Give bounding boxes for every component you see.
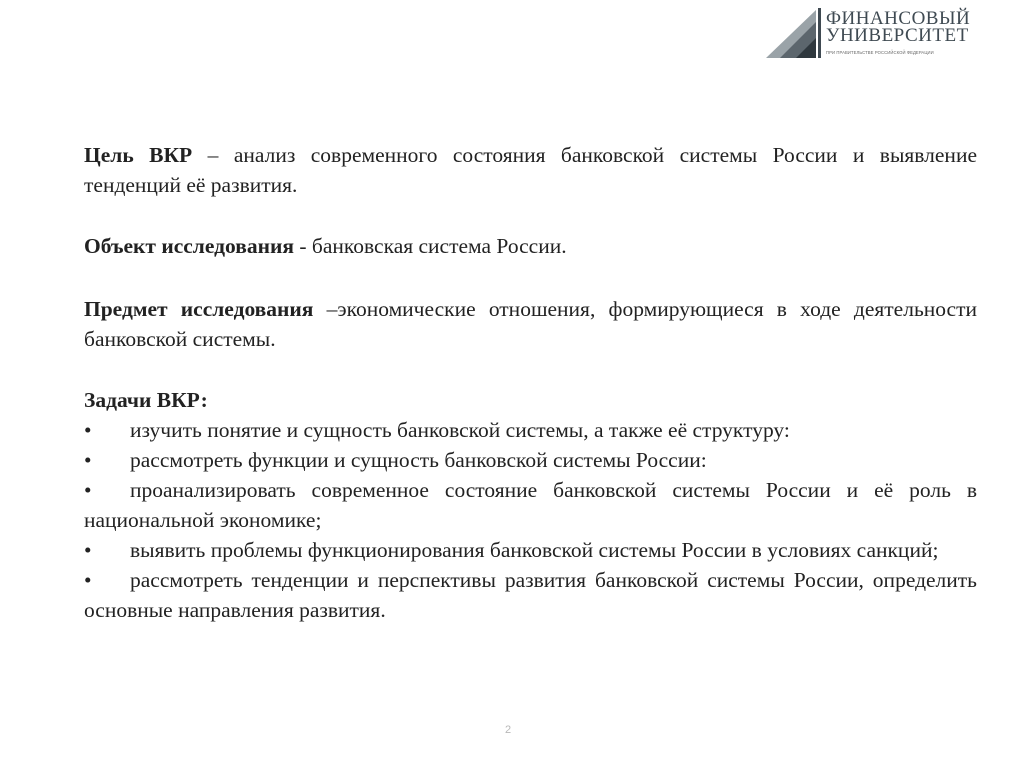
object-paragraph — [84, 231, 977, 261]
goal-label: Цель ВКР — [84, 143, 193, 167]
bullet-icon: • — [84, 448, 92, 472]
university-logo — [766, 6, 971, 62]
subject-text: –экономические отношения, формирующиеся в ходе деятельности банковской системы. — [84, 297, 977, 351]
object-text: - банковская система России. — [294, 234, 567, 258]
goal-text: – анализ современного состояния банковской системы России и выявление тенденций её развития. — [84, 143, 977, 197]
goal-paragraph — [84, 140, 977, 200]
page-number: 2 — [505, 724, 512, 736]
logo-emblem-icon — [766, 6, 826, 62]
task-item — [84, 565, 977, 625]
subject-paragraph — [84, 294, 977, 354]
bullet-icon: • — [84, 478, 92, 502]
task-text: изучить понятие и сущность банковской системы, а также её структуру: — [130, 418, 790, 442]
task-item — [84, 475, 977, 535]
tasks-label: Задачи ВКР: — [84, 388, 208, 412]
task-text: проанализировать современное состояние банковской системы России и её роль в национальной экономике; — [84, 478, 977, 532]
logo-line-2: УНИВЕРСИТЕТ — [826, 25, 969, 46]
task-item — [84, 445, 977, 475]
logo-wordmark — [826, 10, 970, 44]
tasks-heading — [84, 385, 977, 415]
task-text: рассмотреть функции и сущность банковской системы России: — [130, 448, 707, 472]
task-text: выявить проблемы функционирования банковской системы России в условиях санкций; — [130, 538, 939, 562]
bullet-icon: • — [84, 418, 92, 442]
subject-label: Предмет исследования — [84, 297, 314, 321]
task-item — [84, 415, 977, 445]
slide-content — [84, 140, 977, 625]
task-text: рассмотреть тенденции и перспективы развития банковской системы России, определить основные направления развития. — [84, 568, 977, 622]
task-item — [84, 535, 977, 565]
logo-subtitle: ПРИ ПРАВИТЕЛЬСТВЕ РОССИЙСКОЙ ФЕДЕРАЦИИ — [826, 50, 934, 55]
logo-line-1: ФИНАНСОВЫЙ — [826, 8, 971, 29]
bullet-icon: • — [84, 568, 92, 592]
object-label: Объект исследования — [84, 234, 294, 258]
bullet-icon: • — [84, 538, 92, 562]
